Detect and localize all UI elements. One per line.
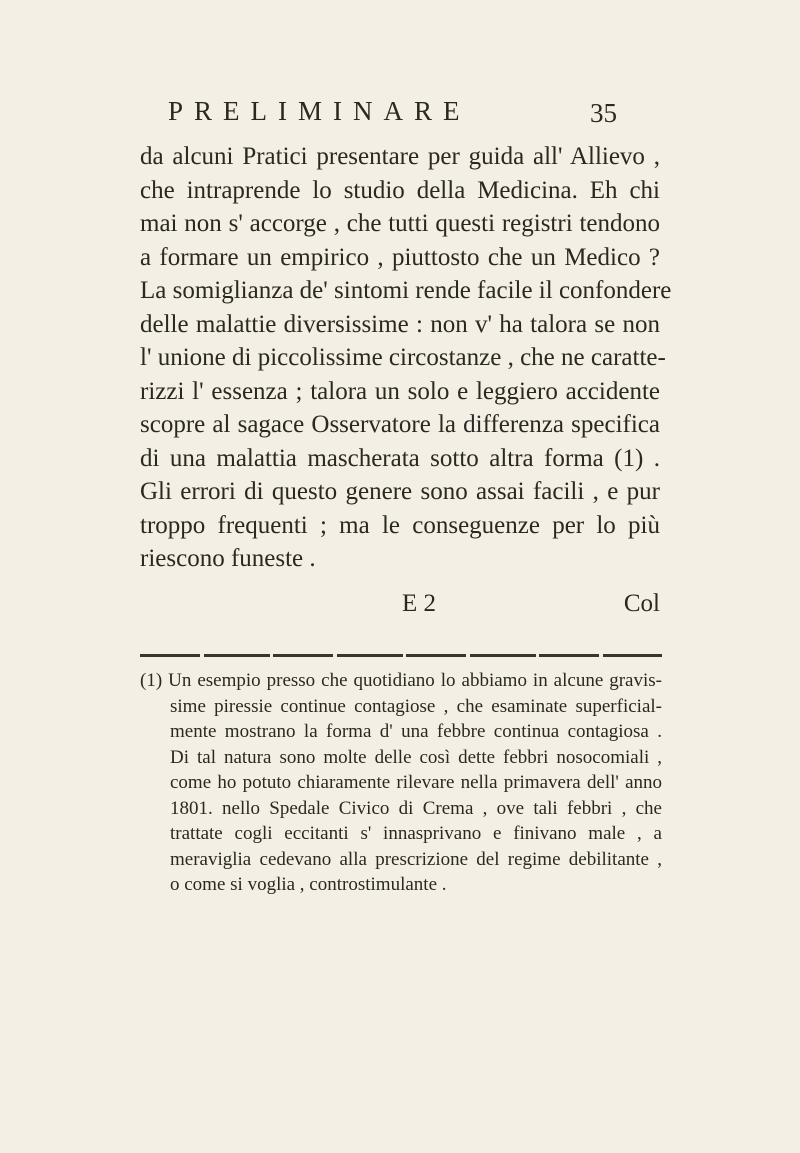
footnote-rule (140, 654, 662, 657)
text-line: mai non s' accorge , che tutti questi registri tendono (140, 210, 660, 237)
footnote-line: come ho potuto chiaramente rilevare nella primavera dell' anno (170, 772, 662, 793)
running-title: PRELIMINARE (168, 96, 471, 126)
main-text (140, 140, 672, 576)
footnote-line: Di tal natura sono molte delle così dette febbri nosocomiali , (170, 746, 662, 768)
footnote-line: 1801. nello Spedale Civico di Crema , ove tali febbri , che (170, 797, 662, 819)
footnote-line: (1) Un esempio presso che quotidiano lo abbiamo in alcune gravis- (140, 670, 662, 691)
page-header (168, 96, 617, 136)
text-line: riescono funeste . (140, 545, 316, 572)
text-line: rizzi l' essenza ; talora un solo e leggiero accidente (140, 377, 660, 405)
footnote-line: o come si voglia , controstimulante . (170, 874, 447, 895)
text-line: La somiglianza de' sintomi rende facile il confondere (140, 277, 672, 304)
text-line: l' unione di piccolissime circostanze , che ne caratte- (140, 344, 666, 371)
catchword: Col (623, 590, 660, 617)
signature-mark: E 2 (402, 590, 437, 617)
footnote-line: trattate cogli eccitanti s' innasprivano e finivano male , a (170, 823, 662, 844)
footnote (140, 668, 662, 898)
footnote-line: mente mostrano la forma d' una febbre continua contagiosa . (170, 721, 662, 742)
text-line: Gli errori di questo genere sono assai facili , e pur (140, 478, 660, 505)
text-line: che intraprende lo studio della Medicina. Eh chi (140, 176, 660, 204)
page-number: 35 (590, 98, 617, 128)
text-line: da alcuni Pratici presentare per guida all' Allievo , (140, 143, 660, 170)
text-line: a formare un empirico , piuttosto che un Medico ? (140, 243, 660, 271)
text-line: di una malattia mascherata sotto altra forma (1) . (140, 444, 660, 472)
signature-row (140, 590, 660, 624)
text-line: delle malattie diversissime : non v' ha talora se non (140, 310, 660, 338)
text-line: troppo frequenti ; ma le conseguenze per lo più (140, 511, 660, 539)
text-line: scopre al sagace Osservatore la differenza specifica (140, 411, 660, 438)
footnote-line: meraviglia cedevano alla prescrizione del regime debilitante , (170, 848, 662, 870)
footnote-line: sime piressie continue contagiose , che esaminate superficial- (170, 695, 662, 717)
